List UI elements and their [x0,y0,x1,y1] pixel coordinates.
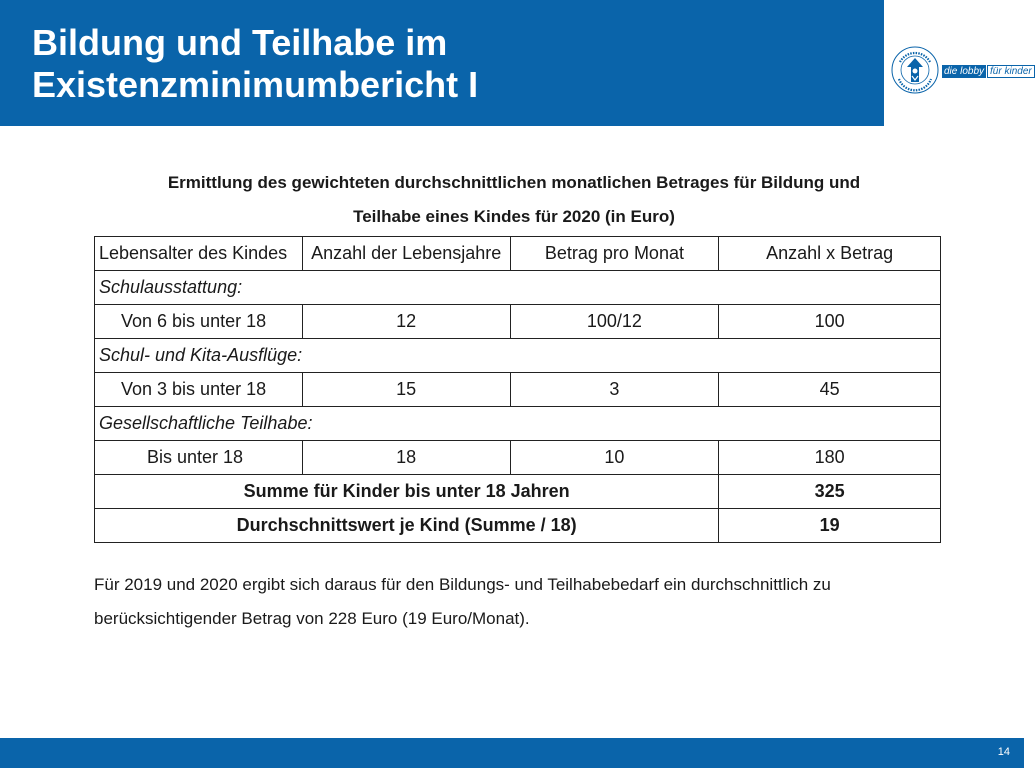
section-label: Schulausstattung: [95,271,941,305]
column-header: Anzahl x Betrag [719,237,941,271]
table-cell: 45 [719,373,941,407]
section-label: Gesellschaftliche Teilhabe: [95,407,941,441]
table-row [95,305,941,339]
logo-tagline-part1: die lobby [944,66,985,77]
table-row [95,373,941,407]
average-row [95,509,941,543]
table-cell: Von 3 bis unter 18 [95,373,303,407]
table-cell: 100 [719,305,941,339]
footer-bar [0,738,1024,768]
logo-tagline-part2: für kinder [987,65,1035,78]
page-number: 14 [997,746,1010,758]
column-header: Anzahl der Lebensjahre [302,237,510,271]
logo-tagline [942,66,1035,77]
data-table [94,236,941,543]
conclusion-line-2: berücksichtigender Betrag von 228 Euro (19 Euro/Monat). [94,609,530,628]
logo [884,0,1032,126]
sum-label: Summe für Kinder bis unter 18 Jahren [95,475,719,509]
header-bar [0,0,884,126]
table-cell: 15 [302,373,510,407]
conclusion-text [94,568,954,636]
sum-value: 325 [719,475,941,509]
table-cell: 10 [510,441,719,475]
table-cell: 18 [302,441,510,475]
table-cell: 12 [302,305,510,339]
section-row [95,407,941,441]
section-row [95,339,941,373]
table-cell: Von 6 bis unter 18 [95,305,303,339]
table-heading-line-2: Teilhabe eines Kindes für 2020 (in Euro) [353,207,675,226]
section-label: Schul- und Kita-Ausflüge: [95,339,941,373]
table-cell: 100/12 [510,305,719,339]
average-value: 19 [719,509,941,543]
column-header: Lebensalter des Kindes [95,237,303,271]
column-header: Betrag pro Monat [510,237,719,271]
table-header-row [95,237,941,271]
conclusion-line-1: Für 2019 und 2020 ergibt sich daraus für den Bildungs- und Teilhabebedarf ein durchschnittlich zu [94,575,831,594]
title-line-2: Existenzminimumbericht I [32,64,479,105]
title-line-1: Bildung und Teilhabe im [32,22,448,63]
sum-row [95,475,941,509]
table-heading [100,166,928,234]
table-cell: 3 [510,373,719,407]
average-label: Durchschnittswert je Kind (Summe / 18) [95,509,719,543]
table-heading-line-1: Ermittlung des gewichteten durchschnittlichen monatlichen Betrages für Bildung und [167,173,861,192]
table-cell: Bis unter 18 [95,441,303,475]
dksb-seal-icon [890,40,940,100]
table-cell: 180 [719,441,941,475]
table-row [95,441,941,475]
slide-title [32,22,872,106]
section-row [95,271,941,305]
